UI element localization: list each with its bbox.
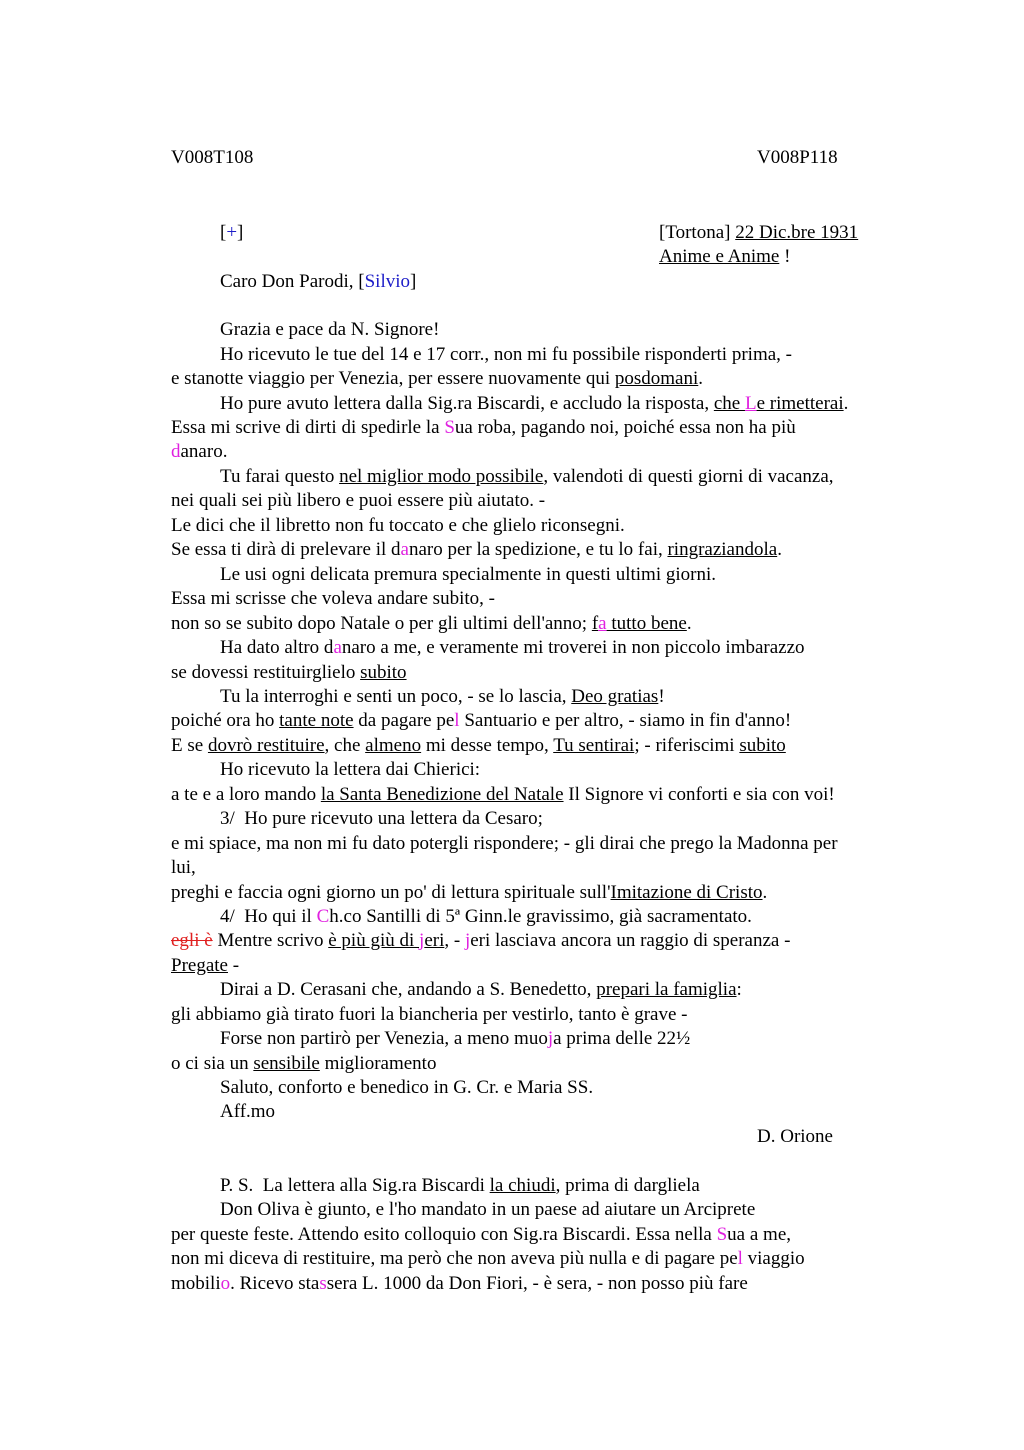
text-run: Ho ricevuto la lettera dai Chierici:	[220, 759, 481, 780]
body-line	[171, 489, 545, 513]
place-date	[659, 221, 858, 245]
text-run: .	[686, 613, 692, 634]
text-run: naro per la spedizione, e tu lo fai,	[408, 539, 668, 560]
underlined-text: prepari la famiglia	[596, 979, 737, 1000]
underlined-text: nel miglior modo possibile	[339, 466, 544, 487]
text-run: Tu farai questo	[220, 466, 340, 487]
underlined-text: subito	[739, 735, 786, 756]
correction-text: j	[464, 930, 471, 951]
salutation	[220, 270, 416, 294]
struck-text: egli è	[171, 930, 213, 951]
body-line	[220, 905, 752, 929]
text-run: e stanotte viaggio per Venezia, per essere nuovamente qui	[171, 368, 615, 389]
body-line	[171, 734, 786, 758]
text-run: Se essa ti dirà di prelevare il d	[171, 539, 401, 560]
body-line	[171, 783, 835, 807]
motto	[659, 245, 790, 269]
underlined-text: Tu sentirai	[553, 735, 635, 756]
body-line	[171, 587, 495, 611]
body-line	[171, 538, 782, 562]
text-run: gli abbiamo già tirato fuori la biancheria per vestirlo, tanto è grave -	[171, 1004, 688, 1025]
body-line	[171, 954, 239, 978]
body-line	[220, 392, 848, 416]
text-run: ua a me,	[727, 1224, 791, 1245]
editorial-text: Silvio	[364, 271, 410, 292]
text-run: :	[736, 979, 742, 1000]
text-run: 3/ Ho pure ricevuto una lettera da Cesaro;	[220, 808, 543, 829]
text-run: a te e a loro mando	[171, 784, 321, 805]
text-run: ; - riferiscimi	[634, 735, 740, 756]
text-run: non so se subito dopo Natale o per gli ultimi dell'anno;	[171, 613, 592, 634]
text-run: ]	[237, 222, 244, 243]
text-run: anaro.	[180, 441, 228, 462]
text-run: V008T108	[171, 147, 254, 168]
body-line	[171, 929, 790, 953]
text-run: D. Orione	[757, 1126, 833, 1147]
text-run: Ha dato altro d	[220, 637, 334, 658]
correction-text: l	[737, 1248, 743, 1269]
body-line	[171, 709, 791, 733]
body-line	[171, 881, 767, 905]
text-run: Le usi ogni delicata premura specialmente in questi ultimi giorni.	[220, 564, 716, 585]
correction-text: S	[444, 417, 455, 438]
body-line	[220, 465, 834, 489]
text-run: ua roba, pagando noi, poiché essa non ha più	[454, 417, 796, 438]
correction-text: j	[419, 930, 425, 951]
text-run: Don Oliva è giunto, e l'ho mandato in un paese ad aiutare un Arciprete	[220, 1199, 756, 1220]
underlined-text: tutto bene	[606, 613, 687, 634]
text-run: Grazia e pace da N. Signore!	[220, 319, 440, 340]
cross-mark	[220, 221, 243, 245]
closing-line	[220, 1100, 275, 1124]
correction-text: s	[319, 1273, 327, 1294]
text-run: , -	[444, 930, 465, 951]
text-run: miglioramento	[319, 1053, 437, 1074]
text-run: o ci sia un	[171, 1053, 254, 1074]
underlined-text: e rimetterai	[756, 393, 844, 414]
underlined-text: Anime e Anime	[659, 246, 780, 267]
text-run: Tu la interroghi e senti un poco, - se lo lascia,	[220, 686, 572, 707]
underlined-text: tante note	[279, 710, 354, 731]
text-run: Essa mi scrive di dirti di spedirle la	[171, 417, 445, 438]
text-run: viaggio	[742, 1248, 805, 1269]
correction-text: j	[547, 1028, 554, 1049]
body-line	[171, 1052, 436, 1076]
correction-text: S	[716, 1224, 728, 1245]
text-run: , che	[324, 735, 366, 756]
text-run: Caro Don Parodi, [	[220, 271, 365, 292]
text-run: Forse non partirò per Venezia, a meno muo	[220, 1028, 548, 1049]
body-line	[171, 832, 838, 856]
text-run: Saluto, conforto e benedico in G. Cr. e Maria SS.	[220, 1077, 594, 1098]
correction-text: l	[454, 710, 460, 731]
text-run: Dirai a D. Cerasani che, andando a S. Benedetto,	[220, 979, 597, 1000]
text-run: Il Signore vi conforti e sia con voi!	[563, 784, 835, 805]
underlined-text: la Santa Benedizione del Natale	[320, 784, 564, 805]
body-line	[171, 1003, 688, 1027]
archive-code-left	[171, 146, 253, 170]
text-run: .	[698, 368, 704, 389]
postscript-line	[220, 1174, 700, 1198]
underlined-text: f	[591, 613, 599, 634]
postscript-line	[220, 1198, 755, 1222]
text-run: 4/ Ho qui il	[220, 906, 317, 927]
body-line	[220, 978, 742, 1002]
underlined-text: sensibile	[253, 1053, 320, 1074]
correction-text: d	[171, 441, 181, 462]
text-run: !	[779, 246, 791, 267]
underlined-text: che	[713, 393, 745, 414]
text-run: per queste feste. Attendo esito colloquio con Sig.ra Biscardi. Essa nella	[171, 1224, 717, 1245]
text-run: [	[220, 222, 227, 243]
text-run: P. S. La lettera alla Sig.ra Biscardi	[220, 1175, 490, 1196]
letter-date: 22 Dic.bre 1931	[735, 222, 859, 243]
text-run: naro a me, e veramente mi troverei in non piccolo imbarazzo	[341, 637, 805, 658]
signature	[757, 1125, 833, 1149]
body-line	[171, 856, 196, 880]
text-run: , valendoti di questi giorni di vacanza,	[543, 466, 834, 487]
postscript-line	[171, 1223, 791, 1247]
text-run: Mentre scrivo	[212, 930, 329, 951]
text-run: poiché ora ho	[171, 710, 280, 731]
text-run: Essa mi scrisse che voleva andare subito, -	[171, 588, 495, 609]
text-run: se dovessi restituirglielo	[171, 662, 361, 683]
underlined-text: Deo gratias	[571, 686, 659, 707]
body-line	[220, 807, 543, 831]
text-run: eri lasciava ancora un raggio di speranza -	[470, 930, 791, 951]
body-line	[171, 514, 625, 538]
underlined-text: dovrò restituire	[207, 735, 325, 756]
body-line	[171, 612, 692, 636]
postscript-line	[171, 1272, 748, 1296]
text-run: !	[658, 686, 665, 707]
text-run: Ho pure avuto lettera dalla Sig.ra Biscardi, e accludo la risposta,	[220, 393, 714, 414]
underlined-text: ringraziandola	[667, 539, 778, 560]
text-run: non mi diceva di restituire, ma però che non aveva più nulla e di pagare pe	[171, 1248, 738, 1269]
underlined-text: Imitazione di Cristo	[610, 882, 763, 903]
body-line	[171, 416, 796, 440]
body-line	[220, 685, 665, 709]
text-run: .	[843, 393, 849, 414]
body-line	[220, 563, 716, 587]
closing-line	[220, 1076, 593, 1100]
text-run: E se	[171, 735, 208, 756]
underlined-text: subito	[360, 662, 407, 683]
text-run: .	[777, 539, 782, 560]
text-run: [Tortona]	[659, 222, 736, 243]
text-run: e mi spiace, ma non mi fu dato potergli rispondere; - gli dirai che prego la Madonna per	[171, 833, 838, 854]
correction-text: C	[316, 906, 330, 927]
underlined-text: Pregate	[171, 955, 228, 976]
body-line	[220, 636, 805, 660]
text-run: mobili	[171, 1273, 221, 1294]
correction-text: L	[744, 393, 757, 414]
underlined-text: almeno	[365, 735, 422, 756]
text-run: sera L. 1000 da Don Fiori, - è sera, - non posso più fare	[326, 1273, 748, 1294]
text-run: Santuario e per altro, - siamo in fin d'anno!	[459, 710, 792, 731]
cross-icon: +	[226, 222, 238, 243]
postscript-line	[171, 1247, 805, 1271]
text-run: , prima di dargliela	[555, 1175, 700, 1196]
underlined-text: la chiudi	[489, 1175, 556, 1196]
body-line	[171, 367, 703, 391]
underlined-text: è più giù di	[328, 930, 420, 951]
correction-text: a	[598, 613, 607, 634]
text-run: da pagare pe	[353, 710, 455, 731]
text-run: preghi e faccia ogni giorno un po' di lettura spirituale sull'	[171, 882, 611, 903]
text-run: .	[762, 882, 768, 903]
correction-text: o	[220, 1273, 231, 1294]
underlined-text: eri	[424, 930, 445, 951]
correction-text: a	[400, 539, 409, 560]
body-line	[171, 661, 407, 685]
body-line	[220, 758, 480, 782]
text-run: Aff.mo	[220, 1101, 276, 1122]
text-run: . Ricevo sta	[230, 1273, 320, 1294]
body-line	[171, 440, 227, 464]
text-run: -	[227, 955, 240, 976]
text-run: Ho ricevuto le tue del 14 e 17 corr., non mi fu possibile risponderti prima, -	[220, 344, 792, 365]
text-run: nei quali sei più libero e puoi essere più aiutato. -	[171, 490, 546, 511]
underlined-text: posdomani	[614, 368, 699, 389]
text-run: Le dici che il libretto non fu toccato e che glielo riconsegni.	[171, 515, 625, 536]
text-run: lui,	[171, 857, 196, 878]
body-line	[220, 1027, 690, 1051]
text-run: h.co Santilli di 5ª Ginn.le gravissimo, già sacramentato.	[329, 906, 752, 927]
text-run: V008P118	[757, 147, 838, 168]
body-line	[220, 343, 792, 367]
text-run: a prima delle 22½	[553, 1028, 691, 1049]
text-run: ]	[410, 271, 417, 292]
correction-text: a	[333, 637, 342, 658]
text-run: mi desse tempo,	[421, 735, 554, 756]
greeting-line	[220, 318, 439, 342]
archive-code-right	[757, 146, 838, 170]
